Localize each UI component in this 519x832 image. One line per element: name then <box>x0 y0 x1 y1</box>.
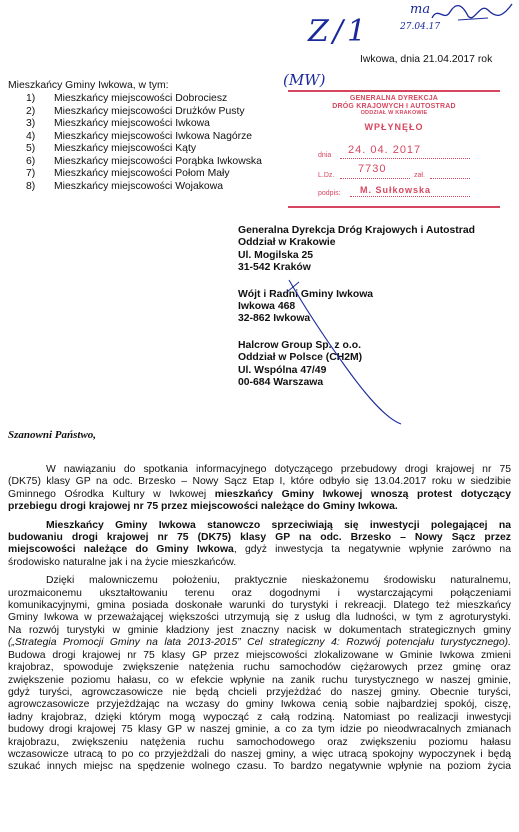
stamp-date-label: dnia <box>318 152 332 159</box>
letter-body <box>8 464 511 774</box>
stamp-zal-label: zał. <box>414 172 425 179</box>
initials-handwriting: (MW) <box>283 71 326 89</box>
stamp-ldz-value: 7730 <box>358 163 387 175</box>
stamp-sign-value: M. Sułkowska <box>360 185 432 195</box>
stamp-sign-label: podpis: <box>318 190 341 197</box>
signature-scribble <box>428 0 516 28</box>
signature-handwriting: ma <box>410 2 431 17</box>
list-item: 6) Mieszkańcy miejscowości Porąbka Iwkowska <box>26 155 262 167</box>
stamp-received: WPŁYNĘŁO <box>364 122 424 132</box>
paragraph-2: Mieszkańcy Gminy Iwkowa stanowczo sprzeciwiają się inwestycji polegającej na budowaniu drogi krajowej nr 75 (DK75) klasy GP na odc. Brzesko – Nowy Sącz przez miejscowości należące do Gminy Iwkowa, gdyż inwestycja ta negatywnie wpłynie zarówno na środowisko naturalne jak i na życie mieszkańców. <box>8 519 511 568</box>
paragraph-3: Dzięki malowniczemu położeniu, praktycznie nieskażonemu środowisku naturalnemu, urozmaiconemu ukształtowaniu terenu oraz dogodnymi i wystarczającymi połączeniami komunikacyjnymi, gmina posiada doskonałe warunki do turystyki i rekreacji. Dlatego też mieszkańcy Gminy Iwkowa w przeważającej większości utrzymują się z usług dla ludności, w tym z agroturystyki. Na rozwój turystyki w gminie kładziony jest znaczny nacisk w dokumentach strategicznych gminy („Strategia Promocji Gminy na lata 2013-2015” Cel strategiczny 4: Rozwój potencjału turystycznego). Budowa drogi krajowej nr 75 klasy GP przez miejscowości zlokalizowane w Gminie Iwkowa zmieni krajobraz, spowoduje zwiększenie natężenia ruchu samochodów ciężarowych przez gminę oraz zwiększenie poziomu hałasu, co w efekcie wpłynie na zanik ruchu turystycznego w naszej gminie, gdyż turyści, agrowczasowicze nie będą chcieli przyjeżdżać do naszej gminy. Obecnie turyści, agrowczasowicze przyjeżdżając na wczasy do gminy Iwkowa cenią sobie najbardziej spokój, ciszę, ładny krajobraz, dzięki którym mogą wypocząć z całą rodziną. Natomiast po realizacji inwestycji budowy drogi krajowej 75 klasy GP w naszej gminie, a co za tym idzie po nieodwracalnych zmianach krajobrazu, zwiększeniu natężenia ruchu samochodowego oraz zwiększeniu poziomu hałasu wczasowicze utracą to po co przyjeżdżali do naszej gminy, a więc utracą spokojny wypoczynek i będą szukać innych miejsc na spędzenie wolnego czasu. To bardzo negatywnie wpłynie na poziom życia <box>8 575 511 773</box>
list-item: 3) Mieszkańcy miejscowości Iwkowa <box>26 118 210 129</box>
list-item: 1) Mieszkańcy miejscowości Dobrociesz <box>26 93 228 104</box>
received-stamp <box>288 90 500 208</box>
paragraph-1: W nawiązaniu do spotkania informacyjnego dotyczącego przebudowy drogi krajowej nr 75 (DK75) klasy GP na odc. Brzesko – Nowy Sącz Etap I, które odbyło się 13.04.2017 roku w siedzibie Gminnego Ośrodka Kultury w Iwkowej mieszkańcy Gminy Iwkowej wnoszą protest dotyczący przebiegu drogi krajowej nr 75 przez miejscowości należące do Gminy Iwkowa. <box>8 464 511 513</box>
protest-line: Gminnego Ośrodka Kultury w Iwkowej mieszkańcy Gminy Iwkowej wnoszą protest dotyczący <box>8 488 511 500</box>
salutation: Szanowni Państwo, <box>8 429 97 441</box>
recipient-halcrow: Halcrow Group Sp. z o.o. Oddział w Polsce (CH2M) Ul. Wspólna 47/49 00-684 Warszawa <box>238 339 363 389</box>
list-item: 8) Mieszkańcy miejscowości Wojakowa <box>26 180 223 192</box>
sender-title: Mieszkańcy Gminy Iwkowa, w tym: <box>8 80 169 91</box>
list-item: 4) Mieszkańcy miejscowości Iwkowa Nagórze <box>26 130 253 142</box>
date-note-handwriting: 27.04.17 <box>400 22 441 32</box>
list-item: 7) Mieszkańcy miejscowości Połom Mały <box>26 168 230 179</box>
recipient-gddkia: Generalna Dyrekcja Dróg Krajowych i Autostrad Oddział w Krakowie Ul. Mogilska 25 31-542 Kraków <box>238 225 475 274</box>
list-item: 5) Mieszkańcy miejscowości Kąty <box>26 143 197 154</box>
sender-list <box>26 93 262 193</box>
case-mark-handwriting: Z/1 <box>308 14 371 49</box>
recipient-wojt: Wójt i Radni Gminy Iwkowa Iwkowa 468 32-862 Iwkowa <box>238 288 374 325</box>
pen-stroke <box>285 278 405 428</box>
stamp-ldz-label: L.Dz. <box>318 172 335 179</box>
place-date: Iwkowa, dnia 21.04.2017 rok <box>360 54 493 65</box>
stamp-agency: GENERALNA DYREKCJA DRÓG KRAJOWYCH I AUTOSTRAD ODDZIAŁ W KRAKOWIE <box>332 95 456 117</box>
stamp-date-value: 24. 04. 2017 <box>348 144 422 156</box>
list-item: 2) Mieszkańcy miejscowości Drużków Pusty <box>26 105 245 117</box>
